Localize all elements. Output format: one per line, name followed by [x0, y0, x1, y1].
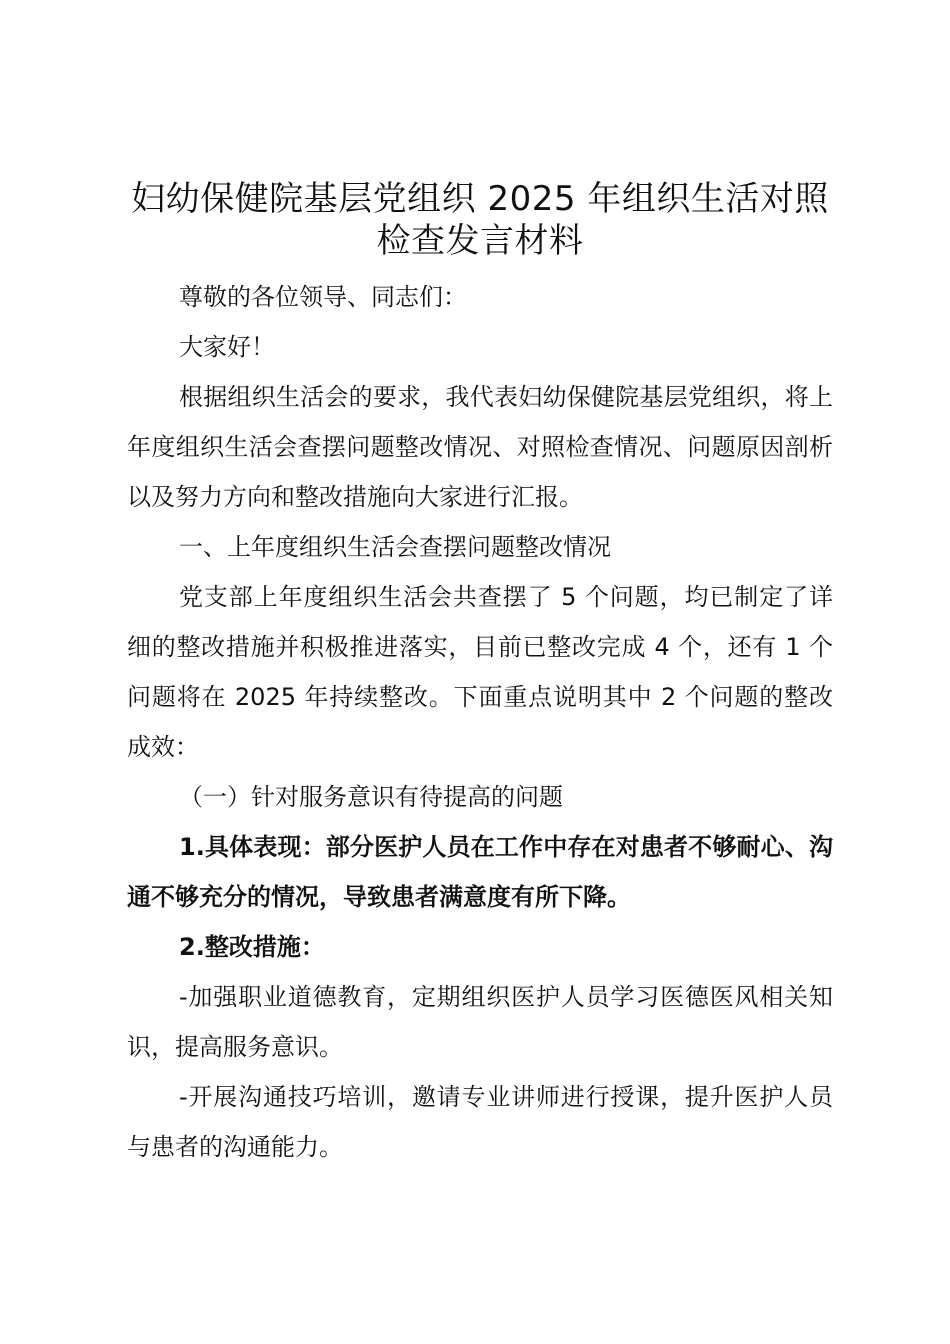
greeting: 大家好！	[179, 333, 275, 361]
document-title	[127, 178, 833, 262]
title-line-2: 检查发言材料	[376, 221, 584, 261]
measure-1: -加强职业道德教育，定期组织医护人员学习医德医风相关知识，提高服务意识。	[127, 983, 833, 1061]
item-2-measures-heading: 2.整改措施：	[179, 933, 325, 961]
document-page	[127, 178, 833, 1172]
section-1-body: 党支部上年度组织生活会共查摆了 5 个问题，均已制定了详细的整改措施并积极推进落实，目前已整改完成 4 个，还有 1 个问题将在 2025 年持续整改。下面重点说明其中 2 个问题的整改成效：	[127, 583, 833, 761]
salutation: 尊敬的各位领导、同志们：	[179, 283, 467, 311]
item-1-manifestation: 1.具体表现：部分医护人员在工作中存在对患者不够耐心、沟通不够充分的情况，导致患者满意度有所下降。	[127, 833, 833, 911]
subsection-heading-1: （一）针对服务意识有待提高的问题	[179, 783, 563, 811]
measure-2: -开展沟通技巧培训，邀请专业讲师进行授课，提升医护人员与患者的沟通能力。	[127, 1083, 833, 1161]
section-heading-1: 一、上年度组织生活会查摆问题整改情况	[179, 533, 611, 561]
title-line-1: 妇幼保健院基层党组织 2025 年组织生活对照	[131, 179, 829, 219]
intro-paragraph: 根据组织生活会的要求，我代表妇幼保健院基层党组织，将上年度组织生活会查摆问题整改情况、对照检查情况、问题原因剖析以及努力方向和整改措施向大家进行汇报。	[127, 383, 833, 511]
